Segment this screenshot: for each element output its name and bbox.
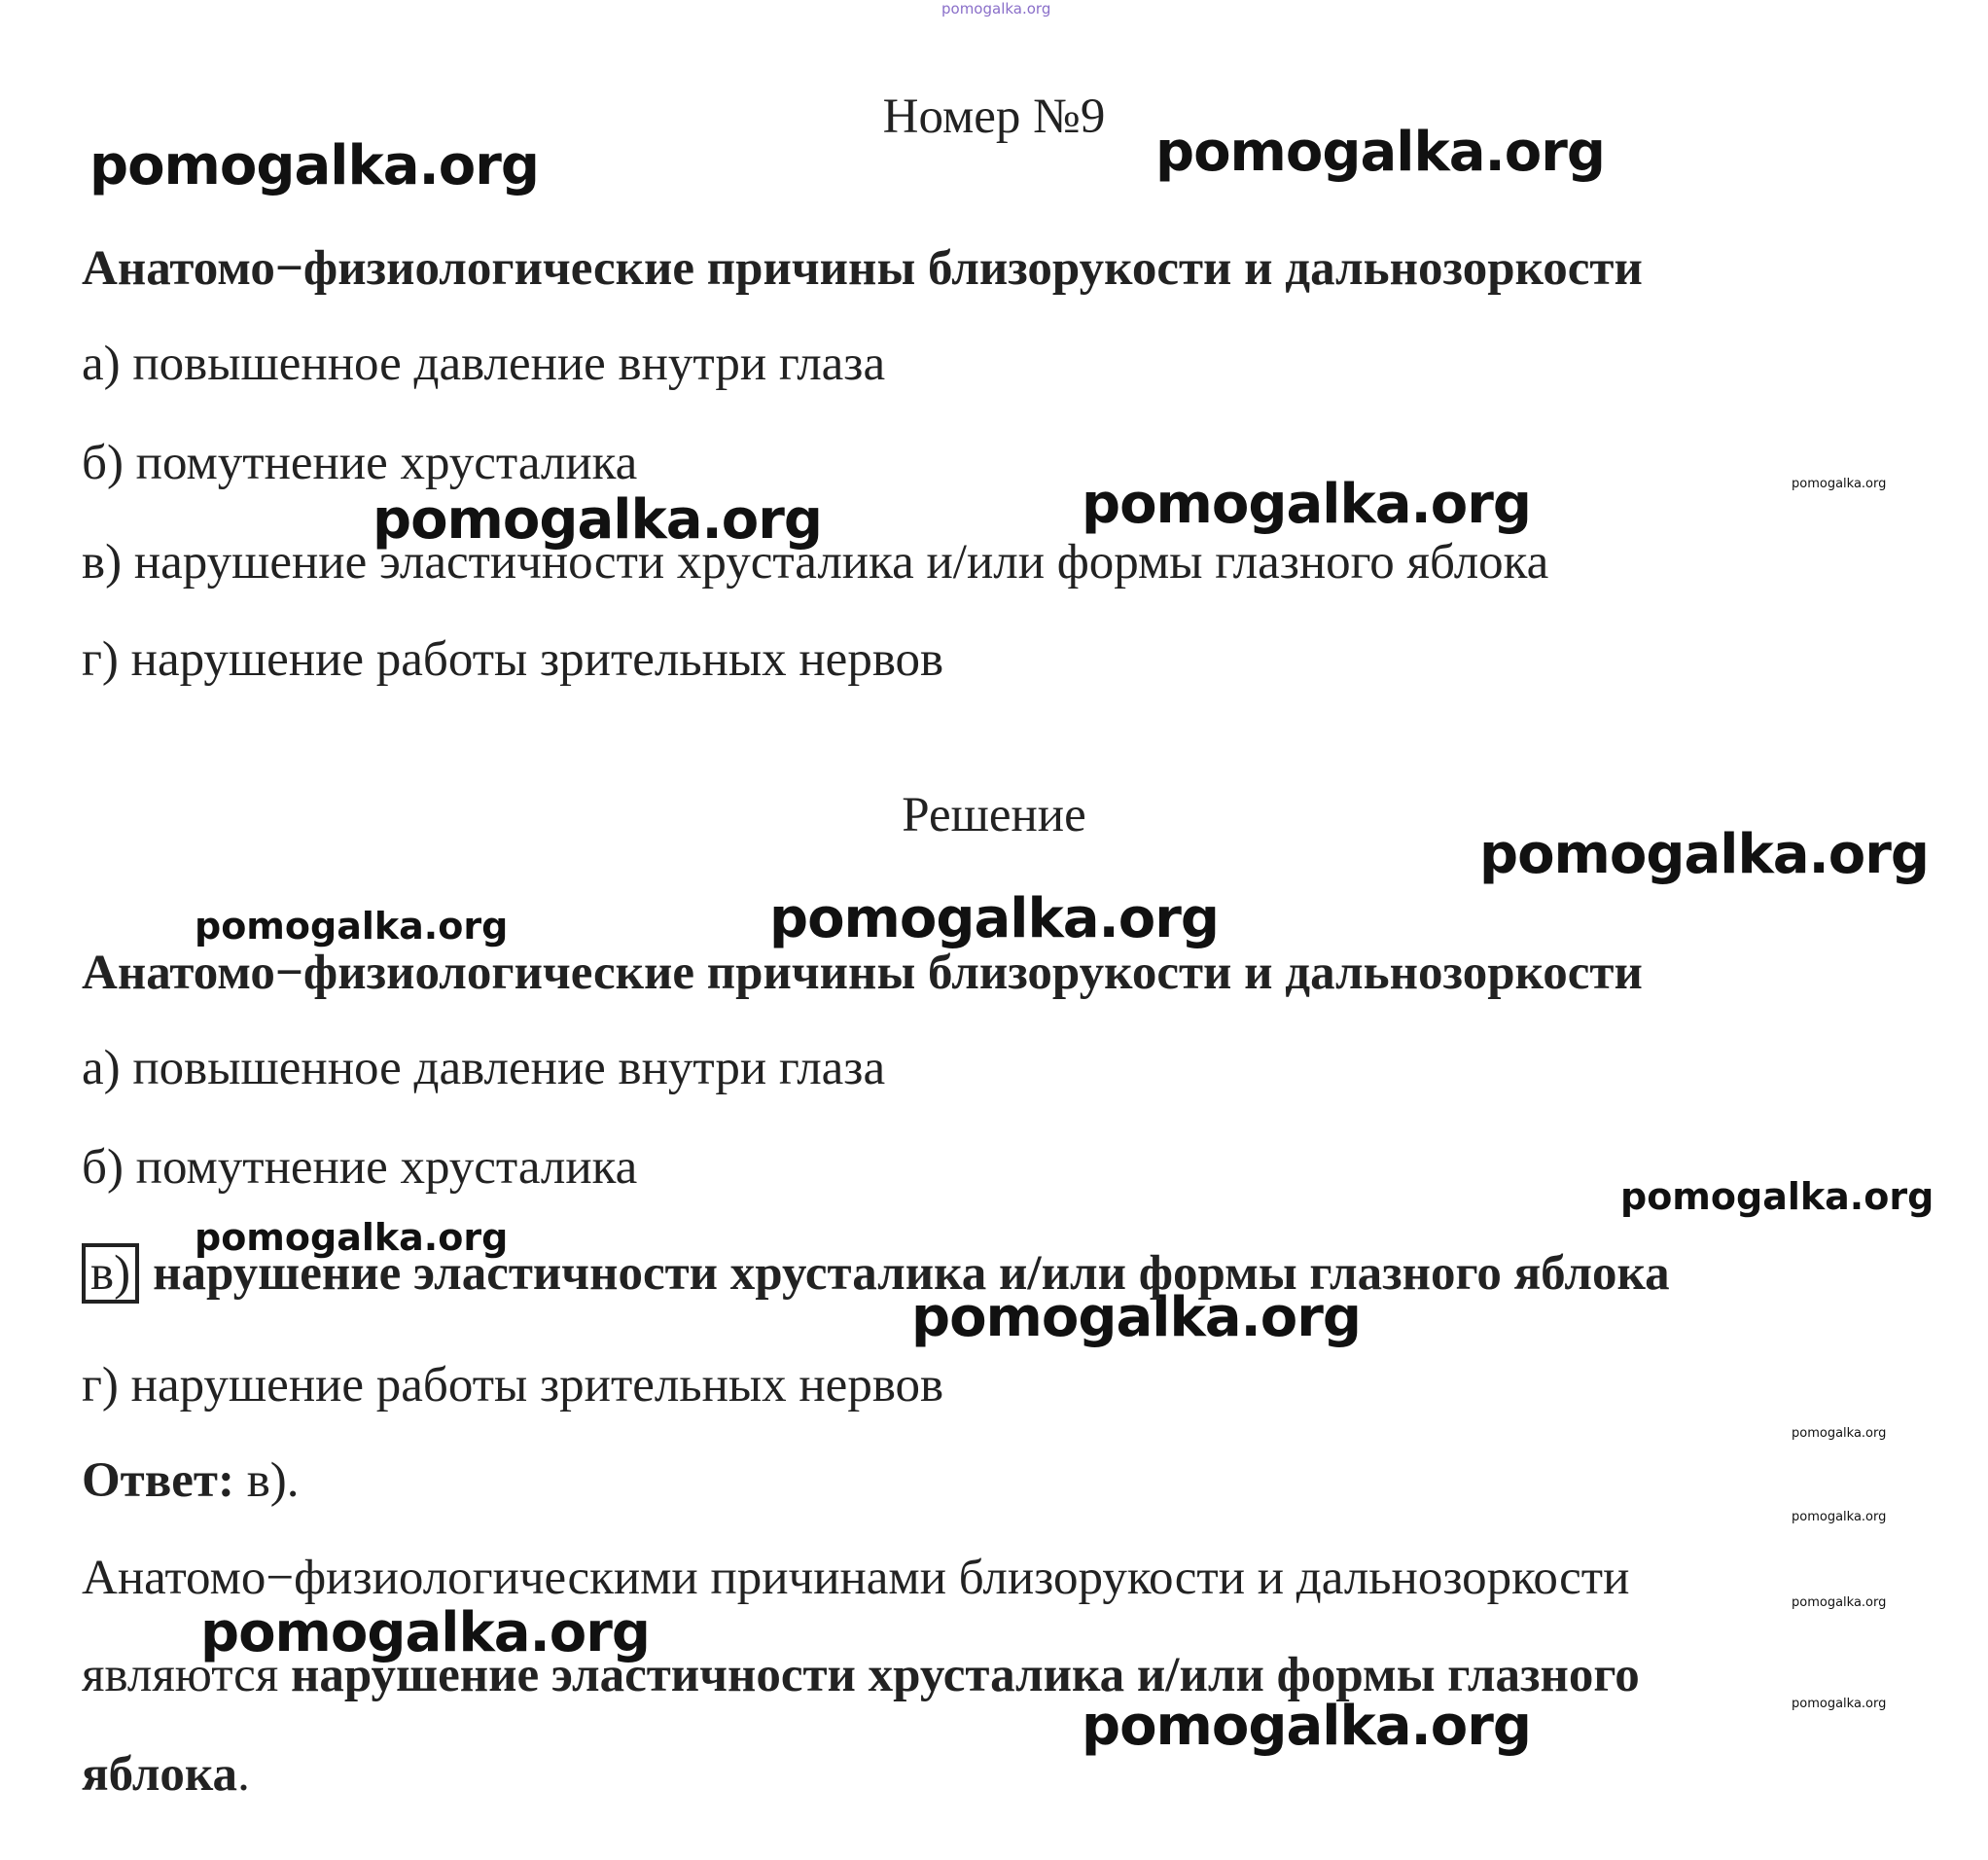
question-option-a: а) повышенное давление внутри глаза [82, 337, 886, 391]
solution-option-a: а) повышенное давление внутри глаза [82, 1041, 886, 1095]
explanation-bold-2: яблока [82, 1747, 238, 1802]
watermark-text: pomogalka.org [1082, 1695, 1531, 1758]
explanation-prefix: являются [82, 1648, 291, 1702]
watermark-text: pomogalka.org [89, 134, 539, 197]
watermark-text: pomogalka.org [195, 1216, 509, 1259]
watermark-text: pomogalka.org [911, 1286, 1361, 1349]
watermark-text: pomogalka.org [769, 887, 1219, 950]
explanation-line-1: Анатомо−физиологическими причинами близорукости и дальнозоркости [82, 1551, 1630, 1605]
watermark-text: pomogalka.org [1792, 477, 1887, 491]
watermark-text: pomogalka.org [1792, 1426, 1887, 1441]
answer-value: в). [233, 1453, 300, 1508]
correct-answer-box: в) [82, 1243, 139, 1304]
solution-heading: Решение [902, 788, 1086, 842]
watermark-text: pomogalka.org [200, 1601, 650, 1664]
solution-option-c-correct [82, 1243, 1670, 1304]
question-option-d: г) нарушение работы зрительных нервов [82, 632, 944, 687]
solution-option-b: б) помутнение хрусталика [82, 1140, 638, 1195]
question-title: Анатомо−физиологические причины близорукости и дальнозоркости [82, 241, 1643, 296]
question-option-c: в) нарушение эластичности хрусталика и/или формы глазного яблока [82, 535, 1549, 590]
explanation-line-3 [82, 1745, 250, 1804]
watermark-text: pomogalka.org [1792, 1697, 1887, 1711]
question-option-b: б) помутнение хрусталика [82, 436, 638, 490]
watermark-text: pomogalka.org [1620, 1175, 1935, 1218]
watermark-text: pomogalka.org [941, 0, 1051, 18]
solution-title: Анатомо−физиологические причины близорукости и дальнозоркости [82, 946, 1643, 1000]
explanation-line-2 [82, 1646, 1640, 1704]
watermark-text: pomogalka.org [373, 488, 822, 552]
watermark-text: pomogalka.org [1792, 1510, 1887, 1524]
answer-line [82, 1451, 300, 1510]
watermark-text: pomogalka.org [195, 905, 509, 948]
correct-answer-text: нарушение эластичности хрусталика и/или формы глазного яблока [153, 1246, 1670, 1301]
explanation-bold-1: нарушение эластичности хрусталика и/или формы глазного [290, 1648, 1640, 1702]
watermark-text: pomogalka.org [1792, 1595, 1887, 1610]
watermark-text: pomogalka.org [1155, 121, 1605, 184]
solution-option-d: г) нарушение работы зрительных нервов [82, 1358, 944, 1413]
watermark-text: pomogalka.org [1479, 823, 1929, 886]
watermark-text: pomogalka.org [1082, 473, 1531, 536]
task-number-title: Номер №9 [882, 89, 1106, 144]
answer-label: Ответ: [82, 1453, 234, 1508]
explanation-end: . [237, 1747, 250, 1802]
